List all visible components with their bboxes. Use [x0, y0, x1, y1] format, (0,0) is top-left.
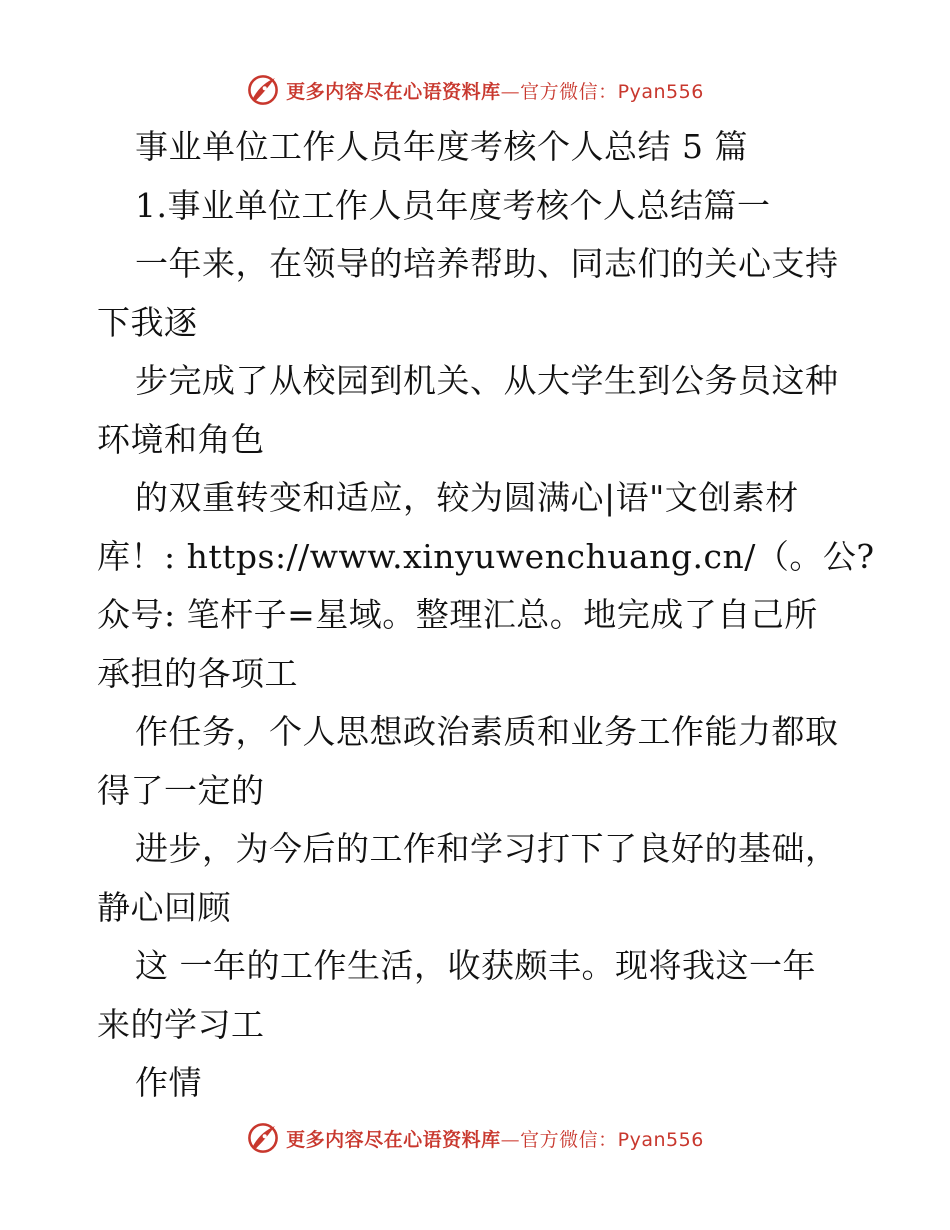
paragraph-line: 进步，为今后的工作和学习打下了良好的基础， [135, 829, 839, 868]
banner-separator: — [500, 1128, 521, 1151]
banner-main-text: 更多内容尽在心语资料库 [286, 80, 501, 103]
brand-banner [246, 73, 704, 107]
paragraph-line: 的双重转变和适应，较为圆满心|语"文创素材 [135, 478, 799, 517]
paragraph-line: 众号: 笔杆子=星域。整理汇总。地完成了自己所 [97, 595, 818, 634]
brand-banner [246, 1121, 704, 1155]
paragraph-line: 步完成了从校园到机关、从大学生到公务员这种 [135, 361, 839, 400]
paragraph-line: 一年来，在领导的培养帮助、同志们的关心支持 [135, 244, 839, 283]
banner-text [286, 1125, 704, 1152]
paragraph-line: 这 一年的工作生活，收获颇丰。现将我这一年 [135, 946, 816, 985]
banner-separator: — [500, 80, 521, 103]
paragraph-line: 下我逐 [97, 302, 198, 342]
paragraph-line: 作任务，个人思想政治素质和业务工作能力都取 [135, 712, 839, 751]
section-heading: 1.事业单位工作人员年度考核个人总结篇一 [135, 185, 771, 225]
paragraph-line: 来的学习工 [97, 1004, 265, 1044]
banner-main-text: 更多内容尽在心语资料库 [286, 1128, 501, 1151]
document-body [97, 118, 877, 1113]
document-title: 事业单位工作人员年度考核个人总结 5 篇 [135, 127, 748, 166]
banner-wechat-text: 官方微信：Pyan556 [520, 80, 704, 103]
banner-wechat-text: 官方微信：Pyan556 [520, 1128, 704, 1151]
banner-text [286, 77, 704, 104]
page-header-banner [0, 70, 950, 110]
pen-nib-logo-icon [246, 1121, 280, 1155]
paragraph-line: 静心回顾 [97, 887, 231, 927]
pen-nib-logo-icon [246, 73, 280, 107]
paragraph-line: 作情 [135, 1063, 202, 1102]
paragraph-line-url: 库！: https://www.xinyuwenchuang.cn/（。公? [97, 536, 875, 576]
paragraph-line: 承担的各项工 [97, 653, 298, 693]
paragraph-line: 环境和角色 [97, 419, 265, 459]
page-footer-banner [0, 1118, 950, 1158]
paragraph-line: 得了一定的 [97, 770, 265, 810]
